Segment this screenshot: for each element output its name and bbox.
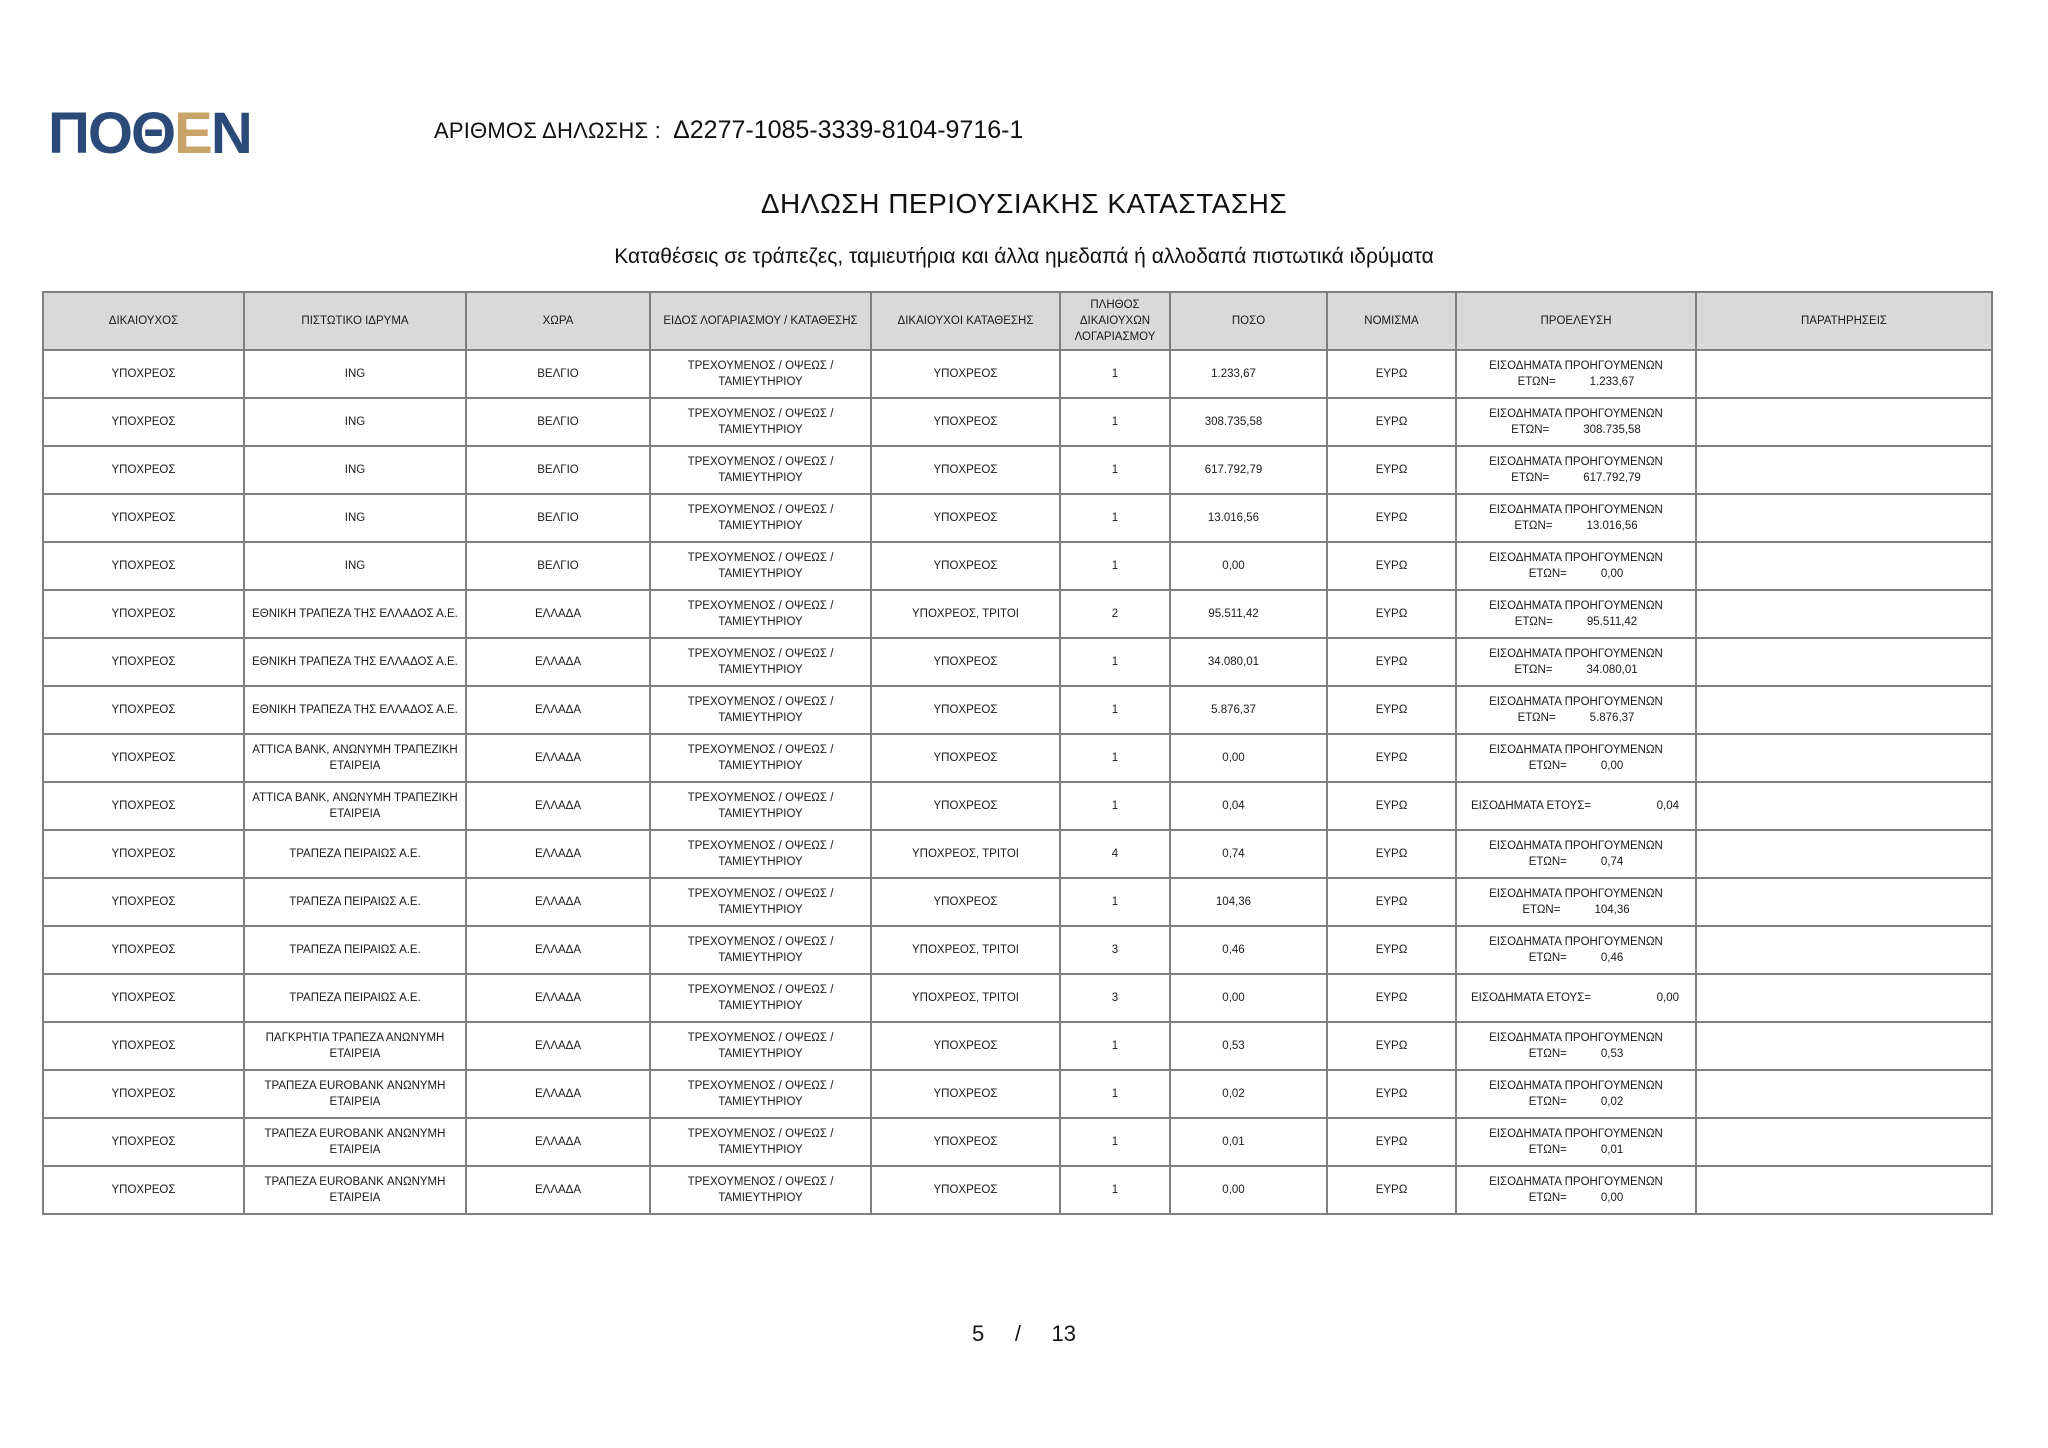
source-label-2: ΕΤΩΝ=: [1528, 568, 1567, 580]
notes-cell: [1696, 830, 1992, 878]
bank-cell: ΤΡΑΠΕΖΑ ΠΕΙΡΑΙΩΣ Α.Ε.: [244, 926, 466, 974]
source-label-2: ΕΤΩΝ=: [1514, 616, 1553, 628]
amount-cell: 13.016,56: [1170, 494, 1327, 542]
source-cell: [1456, 1022, 1696, 1070]
account-type-cell: ΤΡΕΧΟΥΜΕΝΟΣ / ΟΨΕΩΣ / ΤΑΜΙΕΥΤΗΡΙΟΥ: [650, 638, 871, 686]
logo-text-b: Ε: [174, 101, 211, 166]
logo-text-a: ΠΟΘ: [48, 101, 175, 166]
holder-count-cell: 1: [1060, 494, 1170, 542]
page-title: ΔΗΛΩΣΗ ΠΕΡΙΟΥΣΙΑΚΗΣ ΚΑΤΑΣΤΑΣΗΣ: [760, 188, 1288, 219]
notes-cell: [1696, 734, 1992, 782]
source-label: ΕΙΣΟΔΗΜΑΤΑ ΠΡΟΗΓΟΥΜΕΝΩΝ: [1489, 408, 1663, 420]
holders-cell: ΥΠΟΧΡΕΟΣ, ΤΡΙΤΟΙ: [871, 830, 1060, 878]
source-label: ΕΙΣΟΔΗΜΑΤΑ ΠΡΟΗΓΟΥΜΕΝΩΝ: [1489, 744, 1663, 756]
source-cell: [1456, 878, 1696, 926]
notes-cell: [1696, 542, 1992, 590]
account-type-cell: ΤΡΕΧΟΥΜΕΝΟΣ / ΟΨΕΩΣ / ΤΑΜΙΕΥΤΗΡΙΟΥ: [650, 686, 871, 734]
notes-cell: [1696, 974, 1992, 1022]
currency-cell: ΕΥΡΩ: [1327, 446, 1456, 494]
table-row: [43, 734, 1992, 782]
page-separator: /: [1014, 1321, 1021, 1346]
currency-cell: ΕΥΡΩ: [1327, 926, 1456, 974]
source-amount: 104,36: [1594, 904, 1630, 916]
table-row: [43, 1022, 1992, 1070]
currency-cell: ΕΥΡΩ: [1327, 1070, 1456, 1118]
source-amount: 0,02: [1600, 1096, 1624, 1108]
column-header: ΝΟΜΙΣΜΑ: [1327, 292, 1456, 350]
amount-cell: 0,04: [1170, 782, 1327, 830]
source-label: ΕΙΣΟΔΗΜΑΤΑ ΕΤΟΥΣ=: [1471, 992, 1592, 1004]
column-header: ΠΛΗΘΟΣ ΔΙΚΑΙΟΥΧΩΝ ΛΟΓΑΡΙΑΣΜΟΥ: [1060, 292, 1170, 350]
source-label: ΕΙΣΟΔΗΜΑΤΑ ΠΡΟΗΓΟΥΜΕΝΩΝ: [1489, 888, 1663, 900]
table-row: [43, 1166, 1992, 1214]
source-label-2: ΕΤΩΝ=: [1517, 376, 1556, 388]
notes-cell: [1696, 638, 1992, 686]
holder-count-cell: 1: [1060, 878, 1170, 926]
holder-count-cell: 1: [1060, 1118, 1170, 1166]
deposits-table: [42, 291, 1993, 1215]
column-header: ΧΩΡΑ: [466, 292, 650, 350]
currency-cell: ΕΥΡΩ: [1327, 350, 1456, 398]
table-row: [43, 494, 1992, 542]
source-label-2: ΕΤΩΝ=: [1514, 520, 1553, 532]
source-cell: [1456, 1118, 1696, 1166]
holder-count-cell: 1: [1060, 1022, 1170, 1070]
currency-cell: ΕΥΡΩ: [1327, 1166, 1456, 1214]
notes-cell: [1696, 494, 1992, 542]
table-row: [43, 350, 1992, 398]
source-cell: [1456, 926, 1696, 974]
country-cell: ΕΛΛΑΔΑ: [466, 638, 650, 686]
currency-cell: ΕΥΡΩ: [1327, 398, 1456, 446]
holders-cell: ΥΠΟΧΡΕΟΣ: [871, 1166, 1060, 1214]
bank-cell: ΤΡΑΠΕΖΑ EUROBANK ΑΝΩΝΥΜΗ ΕΤΑΙΡΕΙΑ: [244, 1070, 466, 1118]
source-label-2: ΕΤΩΝ=: [1528, 1048, 1567, 1060]
source-amount: 0,00: [1600, 1192, 1624, 1204]
holder-count-cell: 3: [1060, 926, 1170, 974]
source-label: ΕΙΣΟΔΗΜΑΤΑ ΠΡΟΗΓΟΥΜΕΝΩΝ: [1489, 456, 1663, 468]
page-subtitle: Καταθέσεις σε τράπεζες, ταμιευτήρια και άλλα ημεδαπά ή αλλοδαπά πιστωτικά ιδρύματα: [614, 245, 1434, 268]
country-cell: ΕΛΛΑΔΑ: [466, 1166, 650, 1214]
source-label: ΕΙΣΟΔΗΜΑΤΑ ΠΡΟΗΓΟΥΜΕΝΩΝ: [1489, 1032, 1663, 1044]
source-label: ΕΙΣΟΔΗΜΑΤΑ ΕΤΟΥΣ=: [1471, 800, 1592, 812]
owner-cell: ΥΠΟΧΡΕΟΣ: [43, 1166, 244, 1214]
account-type-cell: ΤΡΕΧΟΥΜΕΝΟΣ / ΟΨΕΩΣ / ΤΑΜΙΕΥΤΗΡΙΟΥ: [650, 974, 871, 1022]
source-label: ΕΙΣΟΔΗΜΑΤΑ ΠΡΟΗΓΟΥΜΕΝΩΝ: [1489, 360, 1663, 372]
source-label: ΕΙΣΟΔΗΜΑΤΑ ΠΡΟΗΓΟΥΜΕΝΩΝ: [1489, 840, 1663, 852]
holders-cell: ΥΠΟΧΡΕΟΣ: [871, 734, 1060, 782]
holder-count-cell: 2: [1060, 590, 1170, 638]
amount-cell: 308.735,58: [1170, 398, 1327, 446]
owner-cell: ΥΠΟΧΡΕΟΣ: [43, 638, 244, 686]
holder-count-cell: 1: [1060, 638, 1170, 686]
source-amount: 617.792,79: [1583, 472, 1641, 484]
column-header: ΕΙΔΟΣ ΛΟΓΑΡΙΑΣΜΟΥ / ΚΑΤΑΘΕΣΗΣ: [650, 292, 871, 350]
table-row: [43, 1118, 1992, 1166]
holder-count-cell: 3: [1060, 974, 1170, 1022]
bank-cell: ΕΘΝΙΚΗ ΤΡΑΠΕΖΑ ΤΗΣ ΕΛΛΑΔΟΣ Α.Ε.: [244, 638, 466, 686]
source-amount: 5.876,37: [1589, 712, 1635, 724]
source-amount: 0,00: [1600, 760, 1624, 772]
amount-cell: 5.876,37: [1170, 686, 1327, 734]
source-label: ΕΙΣΟΔΗΜΑΤΑ ΠΡΟΗΓΟΥΜΕΝΩΝ: [1489, 600, 1663, 612]
notes-cell: [1696, 686, 1992, 734]
notes-cell: [1696, 878, 1992, 926]
amount-cell: 0,74: [1170, 830, 1327, 878]
source-amount: 13.016,56: [1586, 520, 1638, 532]
table-row: [43, 542, 1992, 590]
owner-cell: ΥΠΟΧΡΕΟΣ: [43, 1118, 244, 1166]
source-label: ΕΙΣΟΔΗΜΑΤΑ ΠΡΟΗΓΟΥΜΕΝΩΝ: [1489, 936, 1663, 948]
source-cell: [1456, 734, 1696, 782]
declaration-number: Δ2277-1085-3339-8104-9716-1: [673, 116, 1024, 144]
holders-cell: ΥΠΟΧΡΕΟΣ: [871, 1118, 1060, 1166]
account-type-cell: ΤΡΕΧΟΥΜΕΝΟΣ / ΟΨΕΩΣ / ΤΑΜΙΕΥΤΗΡΙΟΥ: [650, 350, 871, 398]
owner-cell: ΥΠΟΧΡΕΟΣ: [43, 350, 244, 398]
country-cell: ΕΛΛΑΔΑ: [466, 734, 650, 782]
amount-cell: 1.233,67: [1170, 350, 1327, 398]
bank-cell: ΕΘΝΙΚΗ ΤΡΑΠΕΖΑ ΤΗΣ ΕΛΛΑΔΟΣ Α.Ε.: [244, 590, 466, 638]
table-row: [43, 1070, 1992, 1118]
holder-count-cell: 4: [1060, 830, 1170, 878]
amount-cell: 104,36: [1170, 878, 1327, 926]
table-row: [43, 590, 1992, 638]
source-label-2: ΕΤΩΝ=: [1511, 472, 1550, 484]
source-cell: [1456, 1166, 1696, 1214]
country-cell: ΕΛΛΑΔΑ: [466, 830, 650, 878]
currency-cell: ΕΥΡΩ: [1327, 590, 1456, 638]
holder-count-cell: 1: [1060, 446, 1170, 494]
amount-cell: 0,46: [1170, 926, 1327, 974]
owner-cell: ΥΠΟΧΡΕΟΣ: [43, 590, 244, 638]
source-cell: [1456, 638, 1696, 686]
bank-cell: ΤΡΑΠΕΖΑ EUROBANK ΑΝΩΝΥΜΗ ΕΤΑΙΡΕΙΑ: [244, 1118, 466, 1166]
source-amount: 0,00: [1600, 568, 1624, 580]
account-type-cell: ΤΡΕΧΟΥΜΕΝΟΣ / ΟΨΕΩΣ / ΤΑΜΙΕΥΤΗΡΙΟΥ: [650, 878, 871, 926]
country-cell: ΒΕΛΓΙΟ: [466, 398, 650, 446]
notes-cell: [1696, 1118, 1992, 1166]
bank-cell: ING: [244, 350, 466, 398]
source-amount: 0,74: [1600, 856, 1624, 868]
account-type-cell: ΤΡΕΧΟΥΜΕΝΟΣ / ΟΨΕΩΣ / ΤΑΜΙΕΥΤΗΡΙΟΥ: [650, 398, 871, 446]
amount-cell: 0,00: [1170, 974, 1327, 1022]
holder-count-cell: 1: [1060, 1070, 1170, 1118]
country-cell: ΒΕΛΓΙΟ: [466, 542, 650, 590]
owner-cell: ΥΠΟΧΡΕΟΣ: [43, 734, 244, 782]
account-type-cell: ΤΡΕΧΟΥΜΕΝΟΣ / ΟΨΕΩΣ / ΤΑΜΙΕΥΤΗΡΙΟΥ: [650, 1070, 871, 1118]
pothen-logo: [48, 101, 251, 166]
table-header-row: [43, 292, 1992, 350]
holders-cell: ΥΠΟΧΡΕΟΣ: [871, 1022, 1060, 1070]
table-row: [43, 638, 1992, 686]
column-header: ΔΙΚΑΙΟΥΧΟΣ: [43, 292, 244, 350]
bank-cell: ΤΡΑΠΕΖΑ ΠΕΙΡΑΙΩΣ Α.Ε.: [244, 830, 466, 878]
table-row: [43, 974, 1992, 1022]
source-amount: 0,00: [1656, 992, 1679, 1004]
source-cell: [1456, 494, 1696, 542]
holders-cell: ΥΠΟΧΡΕΟΣ: [871, 1070, 1060, 1118]
holder-count-cell: 1: [1060, 542, 1170, 590]
source-cell: [1456, 446, 1696, 494]
source-label-2: ΕΤΩΝ=: [1528, 1096, 1567, 1108]
bank-cell: ΤΡΑΠΕΖΑ ΠΕΙΡΑΙΩΣ Α.Ε.: [244, 878, 466, 926]
amount-cell: 617.792,79: [1170, 446, 1327, 494]
source-cell: [1456, 782, 1696, 830]
bank-cell: ΠΑΓΚΡΗΤΙΑ ΤΡΑΠΕΖΑ ΑΝΩΝΥΜΗ ΕΤΑΙΡΕΙΑ: [244, 1022, 466, 1070]
page-current: 5: [972, 1321, 985, 1346]
notes-cell: [1696, 1070, 1992, 1118]
owner-cell: ΥΠΟΧΡΕΟΣ: [43, 686, 244, 734]
currency-cell: ΕΥΡΩ: [1327, 734, 1456, 782]
country-cell: ΕΛΛΑΔΑ: [466, 590, 650, 638]
owner-cell: ΥΠΟΧΡΕΟΣ: [43, 782, 244, 830]
account-type-cell: ΤΡΕΧΟΥΜΕΝΟΣ / ΟΨΕΩΣ / ΤΑΜΙΕΥΤΗΡΙΟΥ: [650, 446, 871, 494]
source-amount: 34.080,01: [1586, 664, 1638, 676]
bank-cell: ΕΘΝΙΚΗ ΤΡΑΠΕΖΑ ΤΗΣ ΕΛΛΑΔΟΣ Α.Ε.: [244, 686, 466, 734]
bank-cell: ATTICA BANK, ΑΝΩΝΥΜΗ ΤΡΑΠΕΖΙΚΗ ΕΤΑΙΡΕΙΑ: [244, 734, 466, 782]
country-cell: ΕΛΛΑΔΑ: [466, 878, 650, 926]
country-cell: ΒΕΛΓΙΟ: [466, 446, 650, 494]
country-cell: ΕΛΛΑΔΑ: [466, 926, 650, 974]
table-row: [43, 782, 1992, 830]
holders-cell: ΥΠΟΧΡΕΟΣ: [871, 878, 1060, 926]
pagination: [0, 1321, 2048, 1347]
bank-cell: ΤΡΑΠΕΖΑ ΠΕΙΡΑΙΩΣ Α.Ε.: [244, 974, 466, 1022]
source-amount: 0,04: [1656, 800, 1679, 812]
source-label-2: ΕΤΩΝ=: [1514, 664, 1553, 676]
source-amount: 308.735,58: [1583, 424, 1641, 436]
amount-cell: 34.080,01: [1170, 638, 1327, 686]
bank-cell: ING: [244, 446, 466, 494]
source-label-2: ΕΤΩΝ=: [1528, 1144, 1567, 1156]
holders-cell: ΥΠΟΧΡΕΟΣ: [871, 542, 1060, 590]
notes-cell: [1696, 446, 1992, 494]
holders-cell: ΥΠΟΧΡΕΟΣ, ΤΡΙΤΟΙ: [871, 974, 1060, 1022]
table-row: [43, 926, 1992, 974]
holders-cell: ΥΠΟΧΡΕΟΣ: [871, 350, 1060, 398]
holders-cell: ΥΠΟΧΡΕΟΣ: [871, 494, 1060, 542]
table-row: [43, 446, 1992, 494]
country-cell: ΕΛΛΑΔΑ: [466, 686, 650, 734]
country-cell: ΒΕΛΓΙΟ: [466, 350, 650, 398]
notes-cell: [1696, 926, 1992, 974]
column-header: ΠΟΣΟ: [1170, 292, 1327, 350]
source-cell: [1456, 1070, 1696, 1118]
account-type-cell: ΤΡΕΧΟΥΜΕΝΟΣ / ΟΨΕΩΣ / ΤΑΜΙΕΥΤΗΡΙΟΥ: [650, 1022, 871, 1070]
amount-cell: 95.511,42: [1170, 590, 1327, 638]
country-cell: ΕΛΛΑΔΑ: [466, 782, 650, 830]
logo-text-c: Ν: [210, 101, 251, 166]
country-cell: ΕΛΛΑΔΑ: [466, 1022, 650, 1070]
owner-cell: ΥΠΟΧΡΕΟΣ: [43, 1070, 244, 1118]
currency-cell: ΕΥΡΩ: [1327, 1022, 1456, 1070]
amount-cell: 0,00: [1170, 542, 1327, 590]
source-label: ΕΙΣΟΔΗΜΑΤΑ ΠΡΟΗΓΟΥΜΕΝΩΝ: [1489, 504, 1663, 516]
amount-cell: 0,01: [1170, 1118, 1327, 1166]
account-type-cell: ΤΡΕΧΟΥΜΕΝΟΣ / ΟΨΕΩΣ / ΤΑΜΙΕΥΤΗΡΙΟΥ: [650, 1166, 871, 1214]
source-cell: [1456, 974, 1696, 1022]
source-label-2: ΕΤΩΝ=: [1517, 712, 1556, 724]
currency-cell: ΕΥΡΩ: [1327, 974, 1456, 1022]
source-cell: [1456, 686, 1696, 734]
country-cell: ΕΛΛΑΔΑ: [466, 1070, 650, 1118]
amount-cell: 0,00: [1170, 1166, 1327, 1214]
column-header: ΠΡΟΕΛΕΥΣΗ: [1456, 292, 1696, 350]
holders-cell: ΥΠΟΧΡΕΟΣ: [871, 638, 1060, 686]
source-label: ΕΙΣΟΔΗΜΑΤΑ ΠΡΟΗΓΟΥΜΕΝΩΝ: [1489, 696, 1663, 708]
holders-cell: ΥΠΟΧΡΕΟΣ: [871, 446, 1060, 494]
owner-cell: ΥΠΟΧΡΕΟΣ: [43, 398, 244, 446]
owner-cell: ΥΠΟΧΡΕΟΣ: [43, 926, 244, 974]
source-amount: 0,46: [1600, 952, 1624, 964]
notes-cell: [1696, 1166, 1992, 1214]
currency-cell: ΕΥΡΩ: [1327, 782, 1456, 830]
column-header: ΔΙΚΑΙΟΥΧΟΙ ΚΑΤΑΘΕΣΗΣ: [871, 292, 1060, 350]
source-label-2: ΕΤΩΝ=: [1528, 760, 1567, 772]
amount-cell: 0,53: [1170, 1022, 1327, 1070]
source-amount: 0,01: [1600, 1144, 1624, 1156]
source-label-2: ΕΤΩΝ=: [1528, 1192, 1567, 1204]
table-row: [43, 398, 1992, 446]
source-label-2: ΕΤΩΝ=: [1528, 856, 1567, 868]
country-cell: ΕΛΛΑΔΑ: [466, 1118, 650, 1166]
source-label: ΕΙΣΟΔΗΜΑΤΑ ΠΡΟΗΓΟΥΜΕΝΩΝ: [1489, 552, 1663, 564]
notes-cell: [1696, 398, 1992, 446]
bank-cell: ING: [244, 542, 466, 590]
notes-cell: [1696, 1022, 1992, 1070]
holders-cell: ΥΠΟΧΡΕΟΣ, ΤΡΙΤΟΙ: [871, 590, 1060, 638]
holder-count-cell: 1: [1060, 1166, 1170, 1214]
source-cell: [1456, 590, 1696, 638]
notes-cell: [1696, 782, 1992, 830]
account-type-cell: ΤΡΕΧΟΥΜΕΝΟΣ / ΟΨΕΩΣ / ΤΑΜΙΕΥΤΗΡΙΟΥ: [650, 782, 871, 830]
source-amount: 1.233,67: [1589, 376, 1635, 388]
page-total: 13: [1051, 1321, 1076, 1346]
holders-cell: ΥΠΟΧΡΕΟΣ, ΤΡΙΤΟΙ: [871, 926, 1060, 974]
owner-cell: ΥΠΟΧΡΕΟΣ: [43, 1022, 244, 1070]
owner-cell: ΥΠΟΧΡΕΟΣ: [43, 542, 244, 590]
source-cell: [1456, 350, 1696, 398]
currency-cell: ΕΥΡΩ: [1327, 878, 1456, 926]
source-label: ΕΙΣΟΔΗΜΑΤΑ ΠΡΟΗΓΟΥΜΕΝΩΝ: [1489, 1176, 1663, 1188]
notes-cell: [1696, 350, 1992, 398]
bank-cell: ING: [244, 494, 466, 542]
country-cell: ΕΛΛΑΔΑ: [466, 974, 650, 1022]
holder-count-cell: 1: [1060, 782, 1170, 830]
account-type-cell: ΤΡΕΧΟΥΜΕΝΟΣ / ΟΨΕΩΣ / ΤΑΜΙΕΥΤΗΡΙΟΥ: [650, 542, 871, 590]
amount-cell: 0,02: [1170, 1070, 1327, 1118]
table-row: [43, 878, 1992, 926]
bank-cell: ΤΡΑΠΕΖΑ EUROBANK ΑΝΩΝΥΜΗ ΕΤΑΙΡΕΙΑ: [244, 1166, 466, 1214]
notes-cell: [1696, 590, 1992, 638]
currency-cell: ΕΥΡΩ: [1327, 1118, 1456, 1166]
account-type-cell: ΤΡΕΧΟΥΜΕΝΟΣ / ΟΨΕΩΣ / ΤΑΜΙΕΥΤΗΡΙΟΥ: [650, 734, 871, 782]
account-type-cell: ΤΡΕΧΟΥΜΕΝΟΣ / ΟΨΕΩΣ / ΤΑΜΙΕΥΤΗΡΙΟΥ: [650, 494, 871, 542]
account-type-cell: ΤΡΕΧΟΥΜΕΝΟΣ / ΟΨΕΩΣ / ΤΑΜΙΕΥΤΗΡΙΟΥ: [650, 590, 871, 638]
owner-cell: ΥΠΟΧΡΕΟΣ: [43, 494, 244, 542]
owner-cell: ΥΠΟΧΡΕΟΣ: [43, 830, 244, 878]
currency-cell: ΕΥΡΩ: [1327, 830, 1456, 878]
bank-cell: ING: [244, 398, 466, 446]
table-row: [43, 830, 1992, 878]
source-amount: 95.511,42: [1586, 616, 1638, 628]
currency-cell: ΕΥΡΩ: [1327, 686, 1456, 734]
owner-cell: ΥΠΟΧΡΕΟΣ: [43, 446, 244, 494]
currency-cell: ΕΥΡΩ: [1327, 542, 1456, 590]
bank-cell: ATTICA BANK, ΑΝΩΝΥΜΗ ΤΡΑΠΕΖΙΚΗ ΕΤΑΙΡΕΙΑ: [244, 782, 466, 830]
owner-cell: ΥΠΟΧΡΕΟΣ: [43, 878, 244, 926]
holders-cell: ΥΠΟΧΡΕΟΣ: [871, 686, 1060, 734]
source-label: ΕΙΣΟΔΗΜΑΤΑ ΠΡΟΗΓΟΥΜΕΝΩΝ: [1489, 648, 1663, 660]
account-type-cell: ΤΡΕΧΟΥΜΕΝΟΣ / ΟΨΕΩΣ / ΤΑΜΙΕΥΤΗΡΙΟΥ: [650, 926, 871, 974]
holder-count-cell: 1: [1060, 398, 1170, 446]
declaration-number-line: [434, 116, 1023, 145]
source-cell: [1456, 398, 1696, 446]
column-header: ΠΙΣΤΩΤΙΚΟ ΙΔΡΥΜΑ: [244, 292, 466, 350]
source-label: ΕΙΣΟΔΗΜΑΤΑ ΠΡΟΗΓΟΥΜΕΝΩΝ: [1489, 1080, 1663, 1092]
declaration-label: ΑΡΙΘΜΟΣ ΔΗΛΩΣΗΣ :: [434, 118, 661, 143]
column-header: ΠΑΡΑΤΗΡΗΣΕΙΣ: [1696, 292, 1992, 350]
source-cell: [1456, 542, 1696, 590]
account-type-cell: ΤΡΕΧΟΥΜΕΝΟΣ / ΟΨΕΩΣ / ΤΑΜΙΕΥΤΗΡΙΟΥ: [650, 830, 871, 878]
holder-count-cell: 1: [1060, 350, 1170, 398]
holders-cell: ΥΠΟΧΡΕΟΣ: [871, 398, 1060, 446]
account-type-cell: ΤΡΕΧΟΥΜΕΝΟΣ / ΟΨΕΩΣ / ΤΑΜΙΕΥΤΗΡΙΟΥ: [650, 1118, 871, 1166]
source-label-2: ΕΤΩΝ=: [1511, 424, 1550, 436]
country-cell: ΒΕΛΓΙΟ: [466, 494, 650, 542]
currency-cell: ΕΥΡΩ: [1327, 494, 1456, 542]
holder-count-cell: 1: [1060, 686, 1170, 734]
source-amount: 0,53: [1600, 1048, 1624, 1060]
source-label: ΕΙΣΟΔΗΜΑΤΑ ΠΡΟΗΓΟΥΜΕΝΩΝ: [1489, 1128, 1663, 1140]
source-label-2: ΕΤΩΝ=: [1522, 904, 1561, 916]
owner-cell: ΥΠΟΧΡΕΟΣ: [43, 974, 244, 1022]
currency-cell: ΕΥΡΩ: [1327, 638, 1456, 686]
source-label-2: ΕΤΩΝ=: [1528, 952, 1567, 964]
table-row: [43, 686, 1992, 734]
holder-count-cell: 1: [1060, 734, 1170, 782]
source-cell: [1456, 830, 1696, 878]
holders-cell: ΥΠΟΧΡΕΟΣ: [871, 782, 1060, 830]
amount-cell: 0,00: [1170, 734, 1327, 782]
